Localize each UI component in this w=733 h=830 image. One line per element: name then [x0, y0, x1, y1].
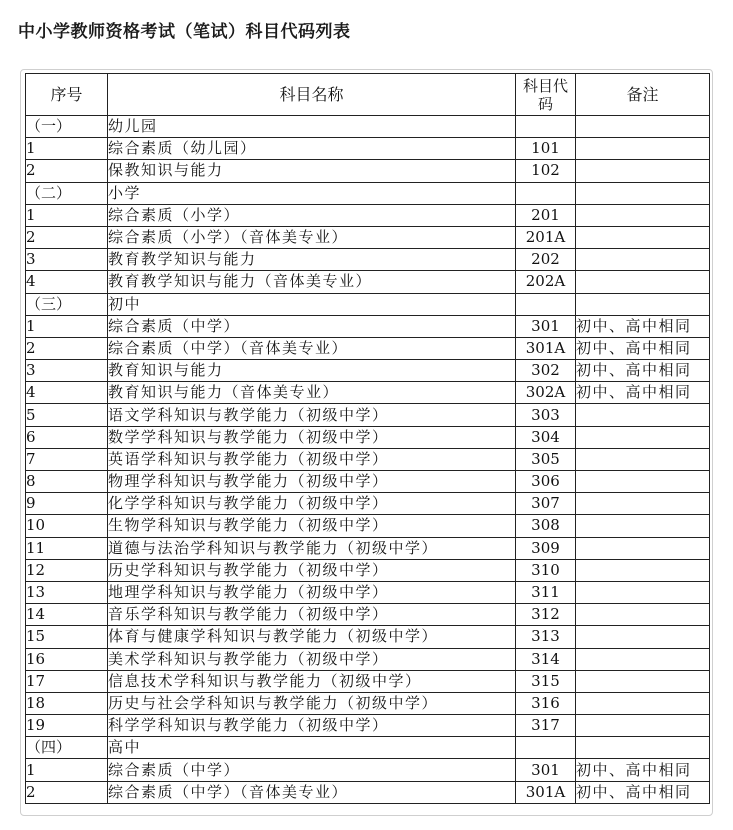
cell-note [576, 448, 710, 470]
table-row [26, 138, 710, 160]
table-row [26, 493, 710, 515]
cell-note [576, 670, 710, 692]
cell-subject-name: 音乐学科知识与教学能力（初级中学） [108, 604, 516, 626]
cell-subject-name: 信息技术学科知识与教学能力（初级中学） [108, 670, 516, 692]
cell-subject-code: 302A [516, 382, 576, 404]
cell-subject-code: 101 [516, 138, 576, 160]
table-row [26, 715, 710, 737]
cell-seq: 6 [26, 426, 108, 448]
cell-subject-code: 311 [516, 581, 576, 603]
cell-note [576, 692, 710, 714]
cell-note [576, 626, 710, 648]
cell-subject-name: 语文学科知识与教学能力（初级中学） [108, 404, 516, 426]
cell-subject-name: 保教知识与能力 [108, 160, 516, 182]
cell-note [576, 426, 710, 448]
cell-note [576, 604, 710, 626]
cell-subject-code: 316 [516, 692, 576, 714]
cell-seq: （二） [26, 182, 108, 204]
subject-code-table [25, 73, 710, 804]
cell-note [576, 715, 710, 737]
cell-subject-code: 301 [516, 315, 576, 337]
cell-seq: 13 [26, 581, 108, 603]
cell-seq: 9 [26, 493, 108, 515]
cell-seq: 10 [26, 515, 108, 537]
table-row [26, 692, 710, 714]
cell-note [576, 160, 710, 182]
cell-subject-name: 综合素质（小学） [108, 204, 516, 226]
cell-note [576, 648, 710, 670]
cell-note [576, 737, 710, 759]
cell-subject-code [516, 116, 576, 138]
table-row [26, 315, 710, 337]
cell-subject-name: 英语学科知识与教学能力（初级中学） [108, 448, 516, 470]
cell-subject-name: 综合素质（中学） [108, 315, 516, 337]
table-body [26, 116, 710, 804]
table-group-row [26, 737, 710, 759]
cell-subject-name: 教育知识与能力（音体美专业） [108, 382, 516, 404]
cell-subject-code [516, 737, 576, 759]
table-group-row [26, 182, 710, 204]
cell-note [576, 493, 710, 515]
cell-subject-name: 化学学科知识与教学能力（初级中学） [108, 493, 516, 515]
cell-subject-name: 物理学科知识与教学能力（初级中学） [108, 471, 516, 493]
table-group-row [26, 116, 710, 138]
table-header-row [26, 74, 710, 116]
cell-seq: 16 [26, 648, 108, 670]
table-row [26, 360, 710, 382]
cell-seq: （四） [26, 737, 108, 759]
table-row [26, 759, 710, 781]
cell-subject-code: 201A [516, 226, 576, 248]
table-row [26, 160, 710, 182]
cell-note: 初中、高中相同 [576, 759, 710, 781]
header-note: 备注 [576, 74, 710, 116]
cell-seq: （三） [26, 293, 108, 315]
cell-subject-name: 教育知识与能力 [108, 360, 516, 382]
cell-subject-code: 308 [516, 515, 576, 537]
cell-seq: 2 [26, 160, 108, 182]
cell-subject-code: 102 [516, 160, 576, 182]
cell-subject-name: 幼儿园 [108, 116, 516, 138]
cell-seq: 12 [26, 559, 108, 581]
cell-note [576, 226, 710, 248]
table-row [26, 604, 710, 626]
cell-note [576, 404, 710, 426]
cell-subject-name: 数学学科知识与教学能力（初级中学） [108, 426, 516, 448]
cell-subject-name: 综合素质（小学）（音体美专业） [108, 226, 516, 248]
cell-subject-code: 202A [516, 271, 576, 293]
header-seq: 序号 [26, 74, 108, 116]
table-row [26, 581, 710, 603]
cell-note [576, 471, 710, 493]
table-row [26, 670, 710, 692]
cell-subject-name: 综合素质（中学）（音体美专业） [108, 337, 516, 359]
cell-seq: 5 [26, 404, 108, 426]
table-row [26, 559, 710, 581]
cell-subject-name: 综合素质（中学） [108, 759, 516, 781]
table-row [26, 626, 710, 648]
cell-subject-code: 304 [516, 426, 576, 448]
cell-seq: 3 [26, 249, 108, 271]
cell-seq: 15 [26, 626, 108, 648]
cell-subject-name: 道德与法治学科知识与教学能力（初级中学） [108, 537, 516, 559]
table-row [26, 648, 710, 670]
cell-subject-name: 科学学科知识与教学能力（初级中学） [108, 715, 516, 737]
cell-seq: 4 [26, 271, 108, 293]
cell-subject-code: 309 [516, 537, 576, 559]
cell-subject-code: 301 [516, 759, 576, 781]
cell-subject-code: 310 [516, 559, 576, 581]
table-row [26, 337, 710, 359]
cell-seq: 1 [26, 204, 108, 226]
cell-subject-code: 317 [516, 715, 576, 737]
table-row [26, 249, 710, 271]
cell-note [576, 271, 710, 293]
table-row [26, 271, 710, 293]
cell-seq: 7 [26, 448, 108, 470]
cell-subject-name: 小学 [108, 182, 516, 204]
table-row [26, 448, 710, 470]
cell-subject-code: 306 [516, 471, 576, 493]
cell-seq: 4 [26, 382, 108, 404]
header-name: 科目名称 [108, 74, 516, 116]
cell-subject-code [516, 182, 576, 204]
table-row [26, 781, 710, 803]
cell-subject-code: 303 [516, 404, 576, 426]
cell-note [576, 293, 710, 315]
cell-subject-code: 307 [516, 493, 576, 515]
cell-note [576, 559, 710, 581]
cell-note [576, 581, 710, 603]
cell-seq: 1 [26, 315, 108, 337]
cell-subject-name: 美术学科知识与教学能力（初级中学） [108, 648, 516, 670]
cell-seq: 2 [26, 781, 108, 803]
cell-note: 初中、高中相同 [576, 781, 710, 803]
cell-note: 初中、高中相同 [576, 382, 710, 404]
cell-subject-name: 教育教学知识与能力（音体美专业） [108, 271, 516, 293]
cell-subject-name: 生物学科知识与教学能力（初级中学） [108, 515, 516, 537]
cell-subject-name: 综合素质（中学）（音体美专业） [108, 781, 516, 803]
cell-note: 初中、高中相同 [576, 337, 710, 359]
cell-seq: 1 [26, 759, 108, 781]
cell-note [576, 182, 710, 204]
cell-note [576, 116, 710, 138]
cell-subject-code: 314 [516, 648, 576, 670]
table-row [26, 426, 710, 448]
cell-subject-name: 地理学科知识与教学能力（初级中学） [108, 581, 516, 603]
cell-seq: 19 [26, 715, 108, 737]
cell-seq: 3 [26, 360, 108, 382]
cell-subject-name: 历史学科知识与教学能力（初级中学） [108, 559, 516, 581]
table-group-row [26, 293, 710, 315]
cell-seq: 11 [26, 537, 108, 559]
cell-seq: 17 [26, 670, 108, 692]
cell-subject-name: 高中 [108, 737, 516, 759]
table-row [26, 515, 710, 537]
cell-subject-code: 305 [516, 448, 576, 470]
cell-subject-code [516, 293, 576, 315]
cell-subject-code: 302 [516, 360, 576, 382]
cell-note [576, 515, 710, 537]
cell-seq: 18 [26, 692, 108, 714]
cell-subject-code: 315 [516, 670, 576, 692]
cell-subject-name: 教育教学知识与能力 [108, 249, 516, 271]
cell-note [576, 537, 710, 559]
header-code: 科目代码 [516, 74, 576, 116]
cell-note [576, 204, 710, 226]
cell-seq: 1 [26, 138, 108, 160]
cell-note: 初中、高中相同 [576, 315, 710, 337]
cell-note: 初中、高中相同 [576, 360, 710, 382]
table-row [26, 404, 710, 426]
cell-subject-code: 201 [516, 204, 576, 226]
cell-seq: 2 [26, 226, 108, 248]
cell-seq: （一） [26, 116, 108, 138]
cell-subject-code: 301A [516, 337, 576, 359]
page-title: 中小学教师资格考试（笔试）科目代码列表 [18, 22, 351, 42]
cell-seq: 14 [26, 604, 108, 626]
table-row [26, 204, 710, 226]
cell-subject-code: 313 [516, 626, 576, 648]
cell-subject-code: 312 [516, 604, 576, 626]
cell-subject-code: 301A [516, 781, 576, 803]
cell-seq: 2 [26, 337, 108, 359]
cell-seq: 8 [26, 471, 108, 493]
cell-subject-name: 初中 [108, 293, 516, 315]
table-row [26, 471, 710, 493]
cell-subject-name: 历史与社会学科知识与教学能力（初级中学） [108, 692, 516, 714]
table-row [26, 382, 710, 404]
table-row [26, 537, 710, 559]
cell-subject-code: 202 [516, 249, 576, 271]
cell-note [576, 249, 710, 271]
cell-note [576, 138, 710, 160]
cell-subject-name: 体育与健康学科知识与教学能力（初级中学） [108, 626, 516, 648]
table-row [26, 226, 710, 248]
cell-subject-name: 综合素质（幼儿园） [108, 138, 516, 160]
